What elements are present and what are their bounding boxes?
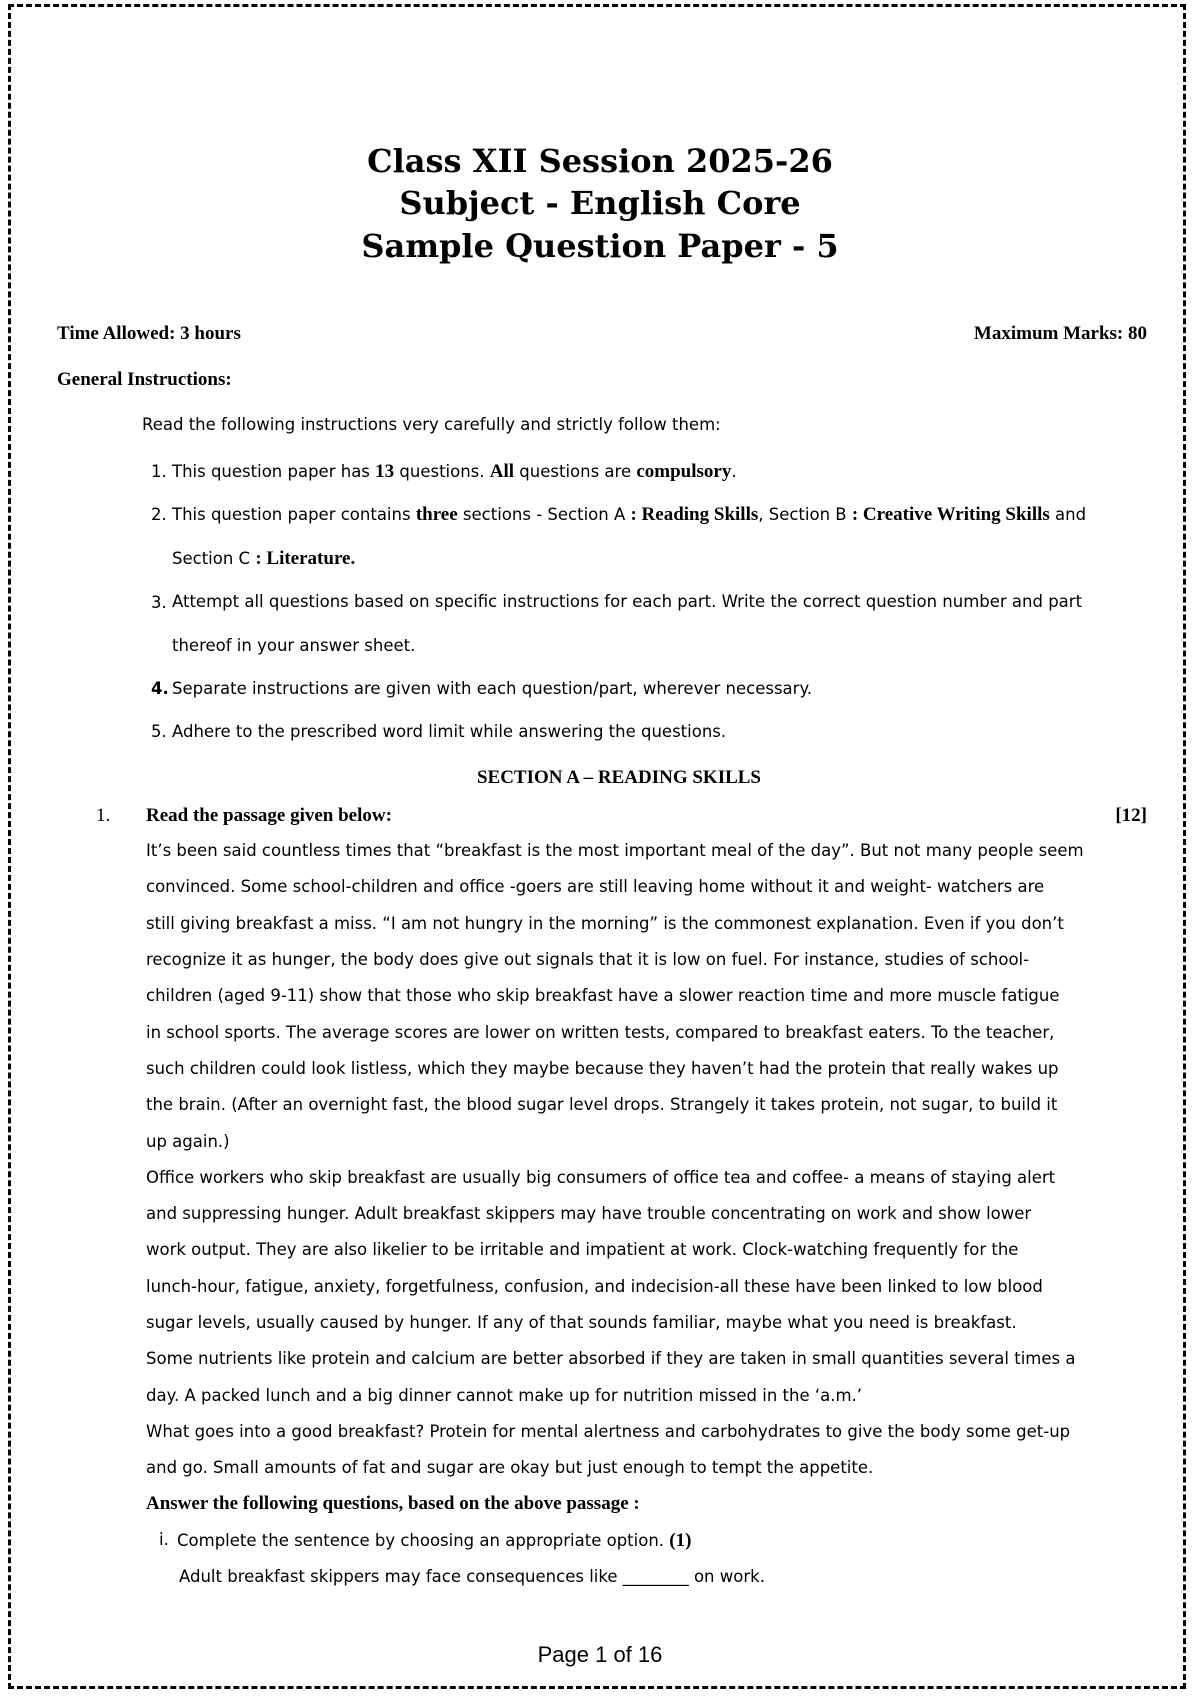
answer-prompt: Answer the following questions, based on the above passage : bbox=[146, 1493, 640, 1514]
header-subject: Subject - English Core bbox=[399, 184, 801, 222]
passage-line: the brain. (After an overnight fast, the blood sugar level drops. Strangely it takes protein, not sugar, to build it bbox=[146, 1095, 1058, 1114]
instructions-intro: Read the following instructions very carefully and strictly follow them: bbox=[142, 415, 721, 434]
page-number: Page 1 of 16 bbox=[537, 1642, 663, 1667]
instruction-1: This question paper has 13 questions. All questions are compulsory. bbox=[172, 461, 737, 482]
passage-line: sugar levels, usually caused by hunger. If any of that sounds familiar, maybe what you need is breakfast. bbox=[146, 1313, 1017, 1332]
passage-line: Some nutrients like protein and calcium are better absorbed if they are taken in small quantities several times a bbox=[146, 1349, 1076, 1368]
sub-question-marks: (1) bbox=[669, 1530, 692, 1551]
instruction-number: 3. bbox=[151, 593, 167, 612]
instruction-4: Separate instructions are given with each question/part, wherever necessary. bbox=[172, 679, 813, 698]
instruction-5: Adhere to the prescribed word limit while answering the questions. bbox=[172, 722, 727, 741]
question-number: 1. bbox=[96, 805, 111, 826]
passage-line: Office workers who skip breakfast are usually big consumers of office tea and coffee- a means of staying alert bbox=[146, 1168, 1056, 1187]
passage-line: in school sports. The average scores are lower on written tests, compared to breakfast eaters. To the teacher, bbox=[146, 1023, 1055, 1042]
instruction-2-continued: Section C : Literature. bbox=[172, 548, 356, 569]
instruction-number: 4. bbox=[151, 679, 169, 698]
header-class-session: Class XII Session 2025-26 bbox=[367, 142, 833, 180]
time-allowed: Time Allowed: 3 hours bbox=[57, 323, 241, 344]
question-label: Read the passage given below: bbox=[146, 805, 392, 826]
passage-line: and go. Small amounts of fat and sugar are okay but just enough to tempt the appetite. bbox=[146, 1458, 874, 1477]
passage-line: still giving breakfast a miss. “I am not hungry in the morning” is the commonest explanation. Even if you don’t bbox=[146, 914, 1064, 933]
instruction-number: 2. bbox=[151, 505, 167, 524]
sub-question-number: i. bbox=[159, 1530, 169, 1549]
passage-line: children (aged 9-11) show that those who skip breakfast have a slower reaction time and more muscle fatigue bbox=[146, 986, 1060, 1005]
passage-line: work output. They are also likelier to be irritable and impatient at work. Clock-watching frequently for the bbox=[146, 1240, 1019, 1259]
passage-line: up again.) bbox=[146, 1132, 230, 1151]
section-a-heading: SECTION A – READING SKILLS bbox=[476, 767, 762, 788]
passage-line: convinced. Some school-children and office -goers are still leaving home without it and weight- watchers are bbox=[146, 877, 1045, 896]
passage-line: What goes into a good breakfast? Protein for mental alertness and carbohydrates to give the body some get-up bbox=[146, 1422, 1071, 1441]
passage-line: such children could look listless, which they maybe because they haven’t had the protein that really wakes up bbox=[146, 1059, 1059, 1078]
general-instructions-heading: General Instructions: bbox=[57, 369, 232, 390]
instruction-2: This question paper contains three sections - Section A : Reading Skills, Section B : Creative Writing Skills and bbox=[172, 504, 1087, 525]
sub-question-sentence: Adult breakfast skippers may face consequences like ________ on work. bbox=[179, 1567, 765, 1586]
maximum-marks: Maximum Marks: 80 bbox=[973, 323, 1147, 344]
instruction-number: 1. bbox=[151, 462, 167, 481]
passage-line: day. A packed lunch and a big dinner cannot make up for nutrition missed in the ‘a.m.’ bbox=[146, 1386, 863, 1405]
header-paper-title: Sample Question Paper - 5 bbox=[361, 227, 839, 265]
instruction-number: 5. bbox=[151, 722, 167, 741]
passage-line: It’s been said countless times that “breakfast is the most important meal of the day”. But not many people seem bbox=[146, 841, 1084, 860]
passage-line: lunch-hour, fatigue, anxiety, forgetfulness, confusion, and indecision-all these have been linked to low blood bbox=[146, 1277, 1043, 1296]
sub-question-text: Complete the sentence by choosing an appropriate option. (1) bbox=[177, 1530, 692, 1551]
instruction-3-continued: thereof in your answer sheet. bbox=[172, 636, 416, 655]
passage-line: recognize it as hunger, the body does give out signals that it is low on fuel. For instance, studies of school- bbox=[146, 950, 1030, 969]
passage-line: and suppressing hunger. Adult breakfast skippers may have trouble concentrating on work and show lower bbox=[146, 1204, 1032, 1223]
question-marks: [12] bbox=[1115, 805, 1147, 826]
instruction-3: Attempt all questions based on specific instructions for each part. Write the correct question number and part bbox=[172, 592, 1083, 611]
